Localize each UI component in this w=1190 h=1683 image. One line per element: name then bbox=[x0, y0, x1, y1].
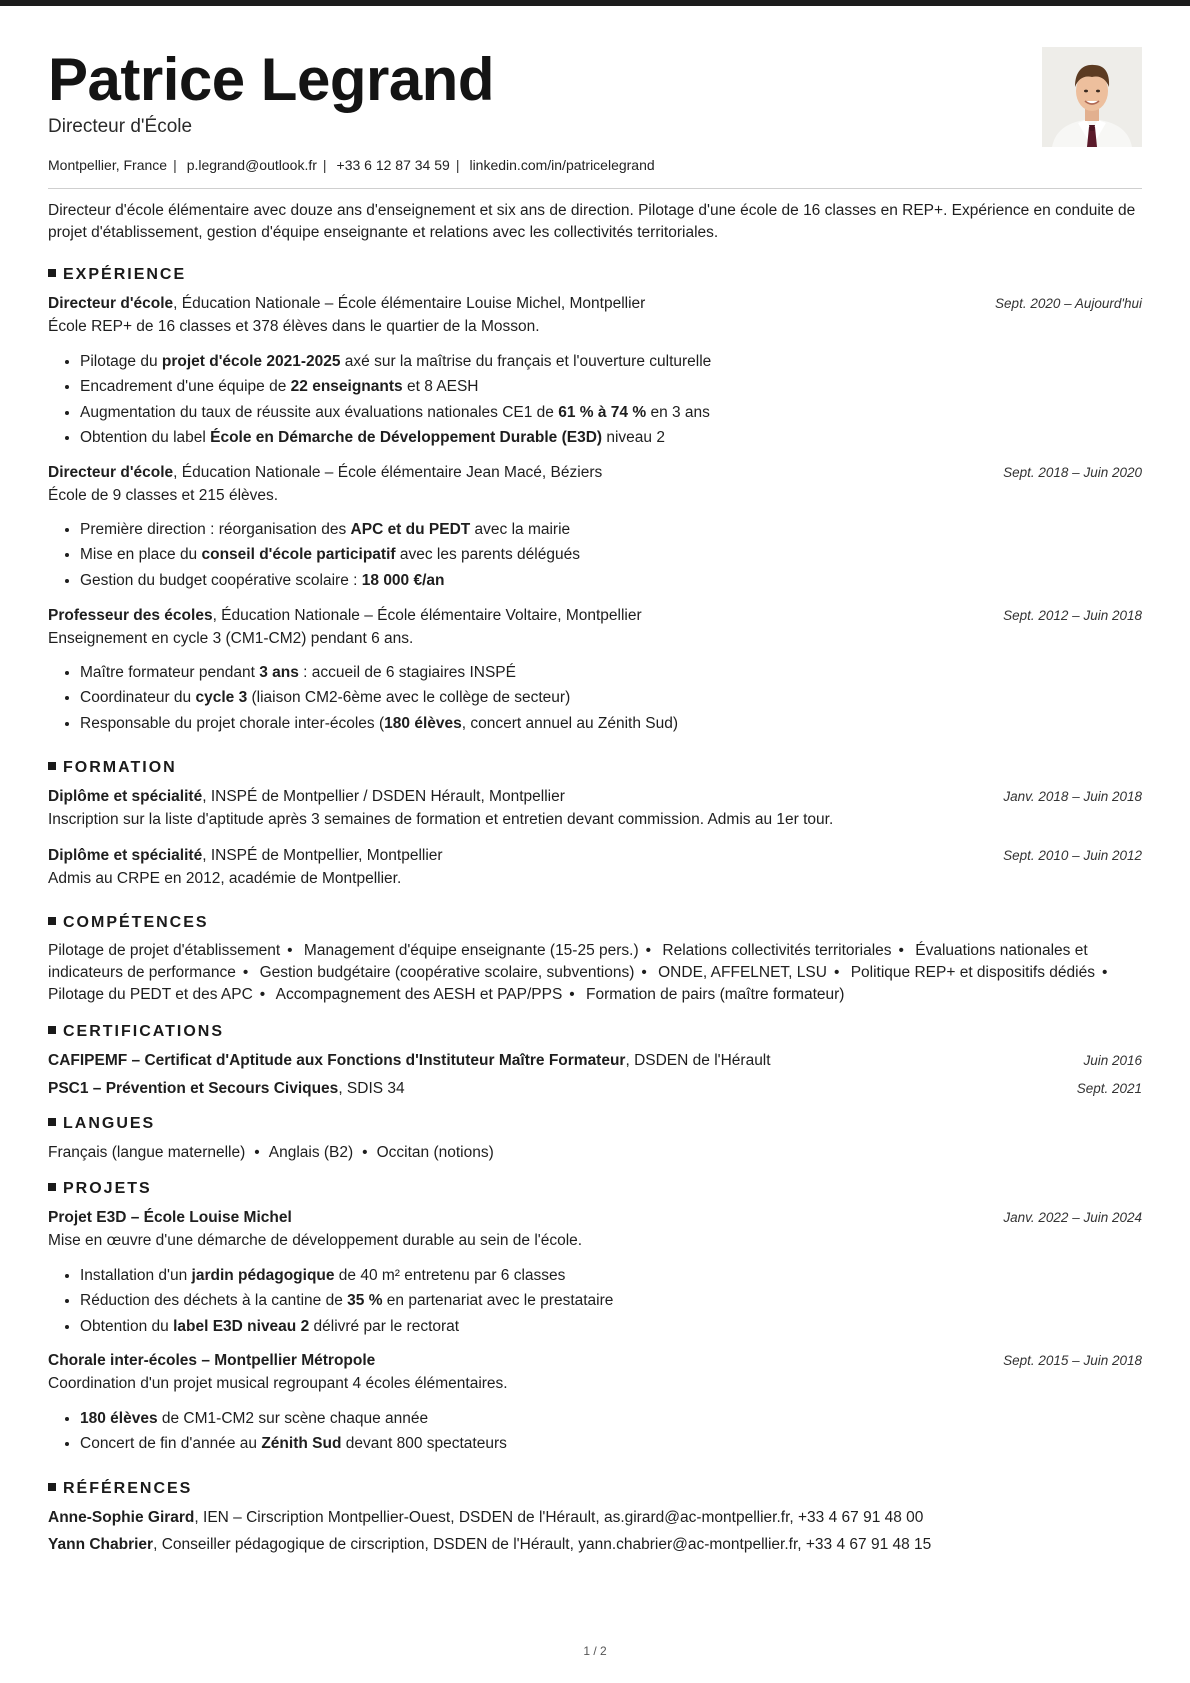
contact-separator: | bbox=[455, 157, 460, 173]
certification-issuer: , SDIS 34 bbox=[338, 1080, 405, 1097]
job-achievements bbox=[48, 517, 580, 593]
project-dates: Sept. 2015 – Juin 2018 bbox=[1003, 1353, 1142, 1368]
project-entry-title bbox=[48, 1209, 1142, 1227]
skill-item: Formation de pairs (maître formateur) bbox=[586, 986, 845, 1003]
job-title: Directeur d'école bbox=[48, 464, 174, 481]
project-description: Mise en œuvre d'une démarche de développement durable au sein de l'école. bbox=[48, 1232, 583, 1249]
formation-entry-title bbox=[48, 788, 1142, 806]
project-achievements bbox=[48, 1263, 613, 1339]
contact-phone[interactable]: +33 6 12 87 34 59 bbox=[336, 157, 450, 173]
certification-issuer: , DSDEN de l'Hérault bbox=[625, 1052, 771, 1069]
section-bullet-icon bbox=[48, 1483, 56, 1491]
job-achievements bbox=[48, 660, 678, 736]
job-description: École de 9 classes et 215 élèves. bbox=[48, 487, 279, 504]
job-organization: , Éducation Nationale – École élémentaire Louise Michel, Montpellier bbox=[173, 295, 646, 312]
reference-details: , IEN – Cirscription Montpellier-Ouest, DSDEN de l'Hérault, as.girard@ac-montpellier.fr, +33 4 67 91 48 00 bbox=[194, 1509, 924, 1526]
section-label: CERTIFICATIONS bbox=[63, 1023, 225, 1040]
experience-entry-title bbox=[48, 607, 1142, 625]
section-bullet-icon bbox=[48, 762, 56, 770]
section-label: COMPÉTENCES bbox=[63, 914, 209, 931]
degree-description: Admis au CRPE en 2012, académie de Montpellier. bbox=[48, 870, 402, 887]
language-item: Anglais (B2) bbox=[268, 1144, 354, 1161]
language-item: Occitan (notions) bbox=[376, 1144, 494, 1161]
certification-date: Sept. 2021 bbox=[1076, 1081, 1142, 1096]
list-item: • Coordinateur du cycle 3 (liaison CM2-6ème avec le collège de secteur) bbox=[80, 685, 678, 710]
list-item: • Maître formateur pendant 3 ans : accueil de 6 stagiaires INSPÉ bbox=[80, 660, 678, 685]
section-title-competences bbox=[48, 914, 209, 932]
job-title: Directeur d'école bbox=[48, 295, 174, 312]
section-title-formation bbox=[48, 759, 177, 777]
list-item: • Responsable du projet chorale inter-écoles (180 élèves, concert annuel au Zénith Sud) bbox=[80, 711, 678, 736]
formation-entry-title bbox=[48, 847, 1142, 865]
contact-location: Montpellier, France bbox=[48, 157, 168, 173]
section-bullet-icon bbox=[48, 917, 56, 925]
skill-item: ONDE, AFFELNET, LSU bbox=[658, 964, 827, 981]
experience-entry-title bbox=[48, 464, 1142, 482]
skill-item: Pilotage de projet d'établissement bbox=[48, 942, 281, 959]
contact-email[interactable]: p.legrand@outlook.fr bbox=[186, 157, 317, 173]
skill-item: Pilotage du PEDT et des APC bbox=[48, 986, 253, 1003]
job-dates: Sept. 2012 – Juin 2018 bbox=[1003, 608, 1142, 623]
project-description: Coordination d'un projet musical regroupant 4 écoles élémentaires. bbox=[48, 1375, 508, 1392]
section-bullet-icon bbox=[48, 269, 56, 277]
list-item: • Installation d'un jardin pédagogique de 40 m² entretenu par 6 classes bbox=[80, 1263, 613, 1288]
skill-item: Politique REP+ et dispositifs dédiés bbox=[850, 964, 1095, 981]
degree-dates: Janv. 2018 – Juin 2018 bbox=[1003, 789, 1142, 804]
reference-name: Anne-Sophie Girard bbox=[48, 1509, 195, 1526]
section-bullet-icon bbox=[48, 1183, 56, 1191]
languages-list: Français (langue maternelle) • Anglais (B2) • Occitan (notions) bbox=[48, 1144, 494, 1161]
job-title: Professeur des écoles bbox=[48, 607, 213, 624]
profile-photo bbox=[1042, 47, 1142, 147]
certification-date: Juin 2016 bbox=[1083, 1053, 1142, 1068]
experience-entry-title bbox=[48, 295, 1142, 313]
degree-title: Diplôme et spécialité bbox=[48, 788, 203, 805]
reference-name: Yann Chabrier bbox=[48, 1536, 154, 1553]
list-item: • Obtention du label E3D niveau 2 délivré par le rectorat bbox=[80, 1314, 613, 1339]
reference-entry bbox=[48, 1536, 1142, 1554]
section-label: RÉFÉRENCES bbox=[63, 1480, 193, 1497]
degree-dates: Sept. 2010 – Juin 2012 bbox=[1003, 848, 1142, 863]
list-item: • Concert de fin d'année au Zénith Sud devant 800 spectateurs bbox=[80, 1431, 507, 1456]
degree-institution: , INSPÉ de Montpellier, Montpellier bbox=[202, 847, 443, 864]
degree-description: Inscription sur la liste d'aptitude après 3 semaines de formation et entretien devant commission. Admis au 1er tour. bbox=[48, 811, 834, 828]
section-title-references bbox=[48, 1480, 192, 1498]
section-label: EXPÉRIENCE bbox=[63, 266, 187, 283]
list-item: • Première direction : réorganisation des APC et du PEDT avec la mairie bbox=[80, 517, 580, 542]
job-organization: , Éducation Nationale – École élémentaire Jean Macé, Béziers bbox=[173, 464, 603, 481]
skill-item: Évaluations nationales et indicateurs de performance bbox=[48, 942, 1088, 981]
section-title-experience bbox=[48, 266, 186, 284]
job-description: École REP+ de 16 classes et 378 élèves dans le quartier de la Mosson. bbox=[48, 318, 540, 335]
candidate-role: Directeur d'École bbox=[48, 116, 193, 137]
section-label: FORMATION bbox=[63, 759, 177, 776]
list-item: • Mise en place du conseil d'école participatif avec les parents délégués bbox=[80, 542, 580, 567]
list-item: • Augmentation du taux de réussite aux évaluations nationales CE1 de 61 % à 74 % en 3 ans bbox=[80, 400, 711, 425]
section-bullet-icon bbox=[48, 1118, 56, 1126]
contact-linkedin[interactable]: linkedin.com/in/patricelegrand bbox=[469, 157, 655, 173]
job-dates: Sept. 2018 – Juin 2020 bbox=[1003, 465, 1142, 480]
language-item: Français (langue maternelle) bbox=[48, 1144, 246, 1161]
contact-separator: | bbox=[322, 157, 327, 173]
skill-item: Accompagnement des AESH et PAP/PPS bbox=[275, 986, 563, 1003]
certification-title: PSC1 – Prévention et Secours Civiques bbox=[48, 1080, 339, 1097]
certification-entry bbox=[48, 1080, 1142, 1098]
profile-summary: Directeur d'école élémentaire avec douze ans d'enseignement et six ans de direction. Pilotage d'une école de 16 classes en REP+. Expérience en conduite de projet d'établissement, gestion d'équipe enseignante et relations avec les collectivités territoriales. bbox=[48, 202, 1136, 241]
project-title: Chorale inter-écoles – Montpellier Métropole bbox=[48, 1352, 376, 1369]
degree-title: Diplôme et spécialité bbox=[48, 847, 203, 864]
project-achievements bbox=[48, 1406, 507, 1457]
job-description: Enseignement en cycle 3 (CM1-CM2) pendant 6 ans. bbox=[48, 630, 414, 647]
list-item: • Encadrement d'une équipe de 22 enseignants et 8 AESH bbox=[80, 374, 711, 399]
project-entry-title bbox=[48, 1352, 1142, 1370]
reference-details: , Conseiller pédagogique de cirscription, DSDEN de l'Hérault, yann.chabrier@ac-montpellier.fr, +33 4 67 91 48 15 bbox=[153, 1536, 932, 1553]
certification-title: CAFIPEMF – Certificat d'Aptitude aux Fonctions d'Instituteur Maître Formateur bbox=[48, 1052, 626, 1069]
project-dates: Janv. 2022 – Juin 2024 bbox=[1003, 1210, 1142, 1225]
list-item: • Obtention du label École en Démarche de Développement Durable (E3D) niveau 2 bbox=[80, 425, 711, 450]
header-divider bbox=[48, 188, 1142, 189]
candidate-name: Patrice Legrand bbox=[48, 46, 494, 113]
list-item: • 180 élèves de CM1-CM2 sur scène chaque année bbox=[80, 1406, 507, 1431]
project-title: Projet E3D – École Louise Michel bbox=[48, 1209, 292, 1226]
contact-separator: | bbox=[173, 157, 177, 173]
job-achievements bbox=[48, 349, 711, 450]
skill-item: Management d'équipe enseignante (15-25 pers.) bbox=[303, 942, 639, 959]
section-title-projets bbox=[48, 1180, 152, 1198]
section-bullet-icon bbox=[48, 1026, 56, 1034]
list-item: • Gestion du budget coopérative scolaire : 18 000 €/an bbox=[80, 568, 580, 593]
skill-item: Relations collectivités territoriales bbox=[662, 942, 892, 959]
section-title-langues bbox=[48, 1115, 155, 1133]
resume-page bbox=[48, 0, 1142, 1553]
degree-institution: , INSPÉ de Montpellier / DSDEN Hérault, Montpellier bbox=[202, 788, 565, 805]
section-title-certifications bbox=[48, 1023, 224, 1041]
reference-entry bbox=[48, 1509, 1142, 1527]
page-number: 1 / 2 bbox=[583, 1644, 607, 1658]
resume-header bbox=[48, 0, 1142, 188]
list-item: • Réduction des déchets à la cantine de 35 % en partenariat avec le prestataire bbox=[80, 1288, 613, 1313]
list-item: • Pilotage du projet d'école 2021-2025 axé sur la maîtrise du français et l'ouverture culturelle bbox=[80, 349, 711, 374]
certification-entry bbox=[48, 1052, 1142, 1070]
job-organization: , Éducation Nationale – École élémentaire Voltaire, Montpellier bbox=[212, 607, 642, 624]
job-dates: Sept. 2020 – Aujourd'hui bbox=[995, 296, 1142, 311]
contact-line bbox=[48, 157, 655, 173]
section-label: PROJETS bbox=[63, 1180, 152, 1197]
section-label: LANGUES bbox=[63, 1115, 156, 1132]
skills-list: Pilotage de projet d'établissement • Management d'équipe enseignante (15-25 pers.) • Relations collectivités territoriales • Évaluations nationales et indicateurs de performance • Gestion budgétaire (coopérative scolaire, subventions) • ONDE, AFFELNET, LSU • Politique REP+ et dispositifs dédiés • Pilotage du PEDT et des APC • Accompagnement des AESH et PAP/PPS • Formation de pairs (maître formateur) bbox=[48, 942, 1108, 1003]
skill-item: Gestion budgétaire (coopérative scolaire, subventions) bbox=[259, 964, 635, 981]
